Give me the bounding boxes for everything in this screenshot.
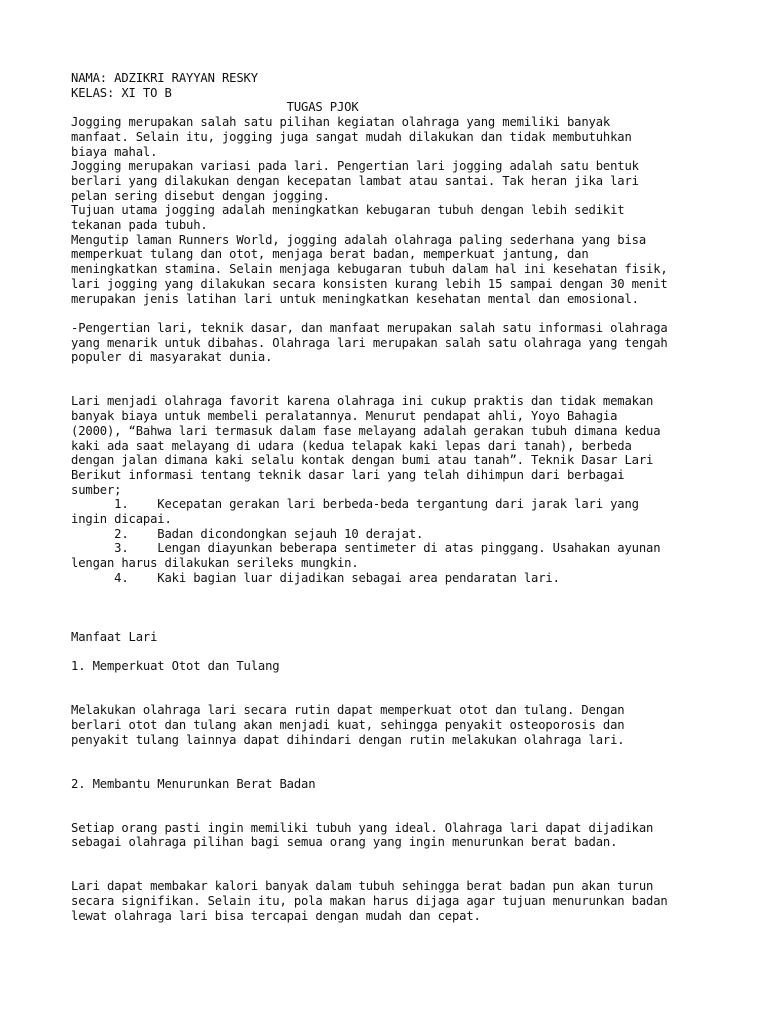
document-line: lengan harus dilakukan serileks mungkin. [71,556,359,571]
document-line: pelan sering disebut dengan jogging. [71,188,330,203]
document-line: Lari dapat membakar kalori banyak dalam tubuh sehingga berat badan pun akan turun [71,879,654,894]
document-line: Tujuan utama jogging adalah meningkatkan kebugaran tubuh dengan lebih sedikit [71,203,625,218]
document-line: TUGAS PJOK [71,100,359,115]
document-line [71,380,711,395]
document-line: Mengutip laman Runners World, jogging adalah olahraga paling sederhana yang bisa [71,232,646,247]
document-line: lari jogging yang dilakukan secara konsisten kurang lebih 15 sampai dengan 30 menit [71,276,668,291]
document-line: 4. Kaki bagian luar dijadikan sebagai area pendaratan lari. [71,570,560,585]
document-line: tekanan pada tubuh. [71,218,208,233]
document-line: 1. Kecepatan gerakan lari berbeda-beda tergantung dari jarak lari yang [71,497,639,512]
document-line [71,850,711,865]
document-line: Lari menjadi olahraga favorit karena olahraga ini cukup praktis dan tidak memakan [71,394,654,409]
document-line [71,644,711,659]
document-line: dengan jalan dimana kaki selalu kontak dengan bumi atau tanah”. Teknik Dasar Lari [71,453,654,468]
document-line: NAMA: ADZIKRI RAYYAN RESKY [71,71,258,85]
document-line: berlari otot dan tulang akan menjadi kuat, sehingga penyakit osteoporosis dan [71,717,625,732]
document-line: Melakukan olahraga lari secara rutin dapat memperkuat otot dan tulang. Dengan [71,703,625,718]
document-line [71,600,711,615]
document-line [71,674,711,689]
document-line: 3. Lengan diayunkan beberapa sentimeter di atas pinggang. Usahakan ayunan [71,541,661,556]
document-line: Berikut informasi tentang teknik dasar lari yang telah dihimpun dari berbagai [71,467,625,482]
document-line [71,306,711,321]
document-line: banyak biaya untuk membeli peralatannya. Menurut pendapat ahli, Yoyo Bahagia [71,409,618,424]
document-line: Jogging merupakan variasi pada lari. Pengertian lari jogging adalah satu bentuk [71,159,639,174]
document-line [71,688,711,703]
document-line: ingin dicapai. [71,512,172,527]
document-line: Setiap orang pasti ingin memiliki tubuh yang ideal. Olahraga lari dapat dijadikan [71,820,654,835]
document-line: secara signifikan. Selain itu, pola makan harus dijaga agar tujuan menurunkan badan [71,894,668,909]
document-line: biaya mahal. [71,144,158,159]
document-line: (2000), “Bahwa lari termasuk dalam fase melayang adalah gerakan tubuh dimana kedua [71,423,661,438]
document-line: sebagai olahraga pilihan bagi semua orang yang ingin menurunkan berat badan. [71,835,618,850]
document-line [71,586,711,601]
document-line [71,791,711,806]
document-line: sumber; [71,482,122,497]
document-line: penyakit tulang lainnya dapat dihindari dengan rutin melakukan olahraga lari. [71,732,625,747]
document-line: manfaat. Selain itu, jogging juga sangat mudah dilakukan dan tidak membutuhkan [71,129,632,144]
document-line: merupakan jenis latihan lari untuk meningkatkan kesehatan mental dan emosional. [71,291,639,306]
document-line: 2. Membantu Menurunkan Berat Badan [71,776,316,791]
document-line: Jogging merupakan salah satu pilihan kegiatan olahraga yang memiliki banyak [71,115,611,130]
document-line [71,806,711,821]
document-line: yang menarik untuk dibahas. Olahraga lari merupakan salah satu olahraga yang tengah [71,335,668,350]
document-line: lewat olahraga lari bisa tercapai dengan mudah dan cepat. [71,908,481,923]
document-line: memperkuat tulang dan otot, menjaga berat badan, memperkuat jantung, dan [71,247,589,262]
document-line: 2. Badan dicondongkan sejauh 10 derajat. [71,526,424,541]
document-line: Manfaat Lari [71,629,158,644]
document-line: kaki ada saat melayang di udara (kedua telapak kaki lepas dari tanah), berbeda [71,438,632,453]
document-line [71,865,711,880]
document-line [71,747,711,762]
document-line [71,615,711,630]
document-line [71,762,711,777]
document-line: berlari yang dilakukan dengan kecepatan lambat atau santai. Tak heran jika lari [71,173,639,188]
document-line: meningkatkan stamina. Selain menjaga kebugaran tubuh dalam hal ini kesehatan fisik, [71,262,668,277]
document-page [71,71,711,924]
document-line: -Pengertian lari, teknik dasar, dan manfaat merupakan salah satu informasi olahraga [71,320,668,335]
document-line: 1. Memperkuat Otot dan Tulang [71,659,280,674]
document-line [71,365,711,380]
document-line: populer di masyarakat dunia. [71,350,273,365]
document-line: KELAS: XI TO B [71,85,172,100]
